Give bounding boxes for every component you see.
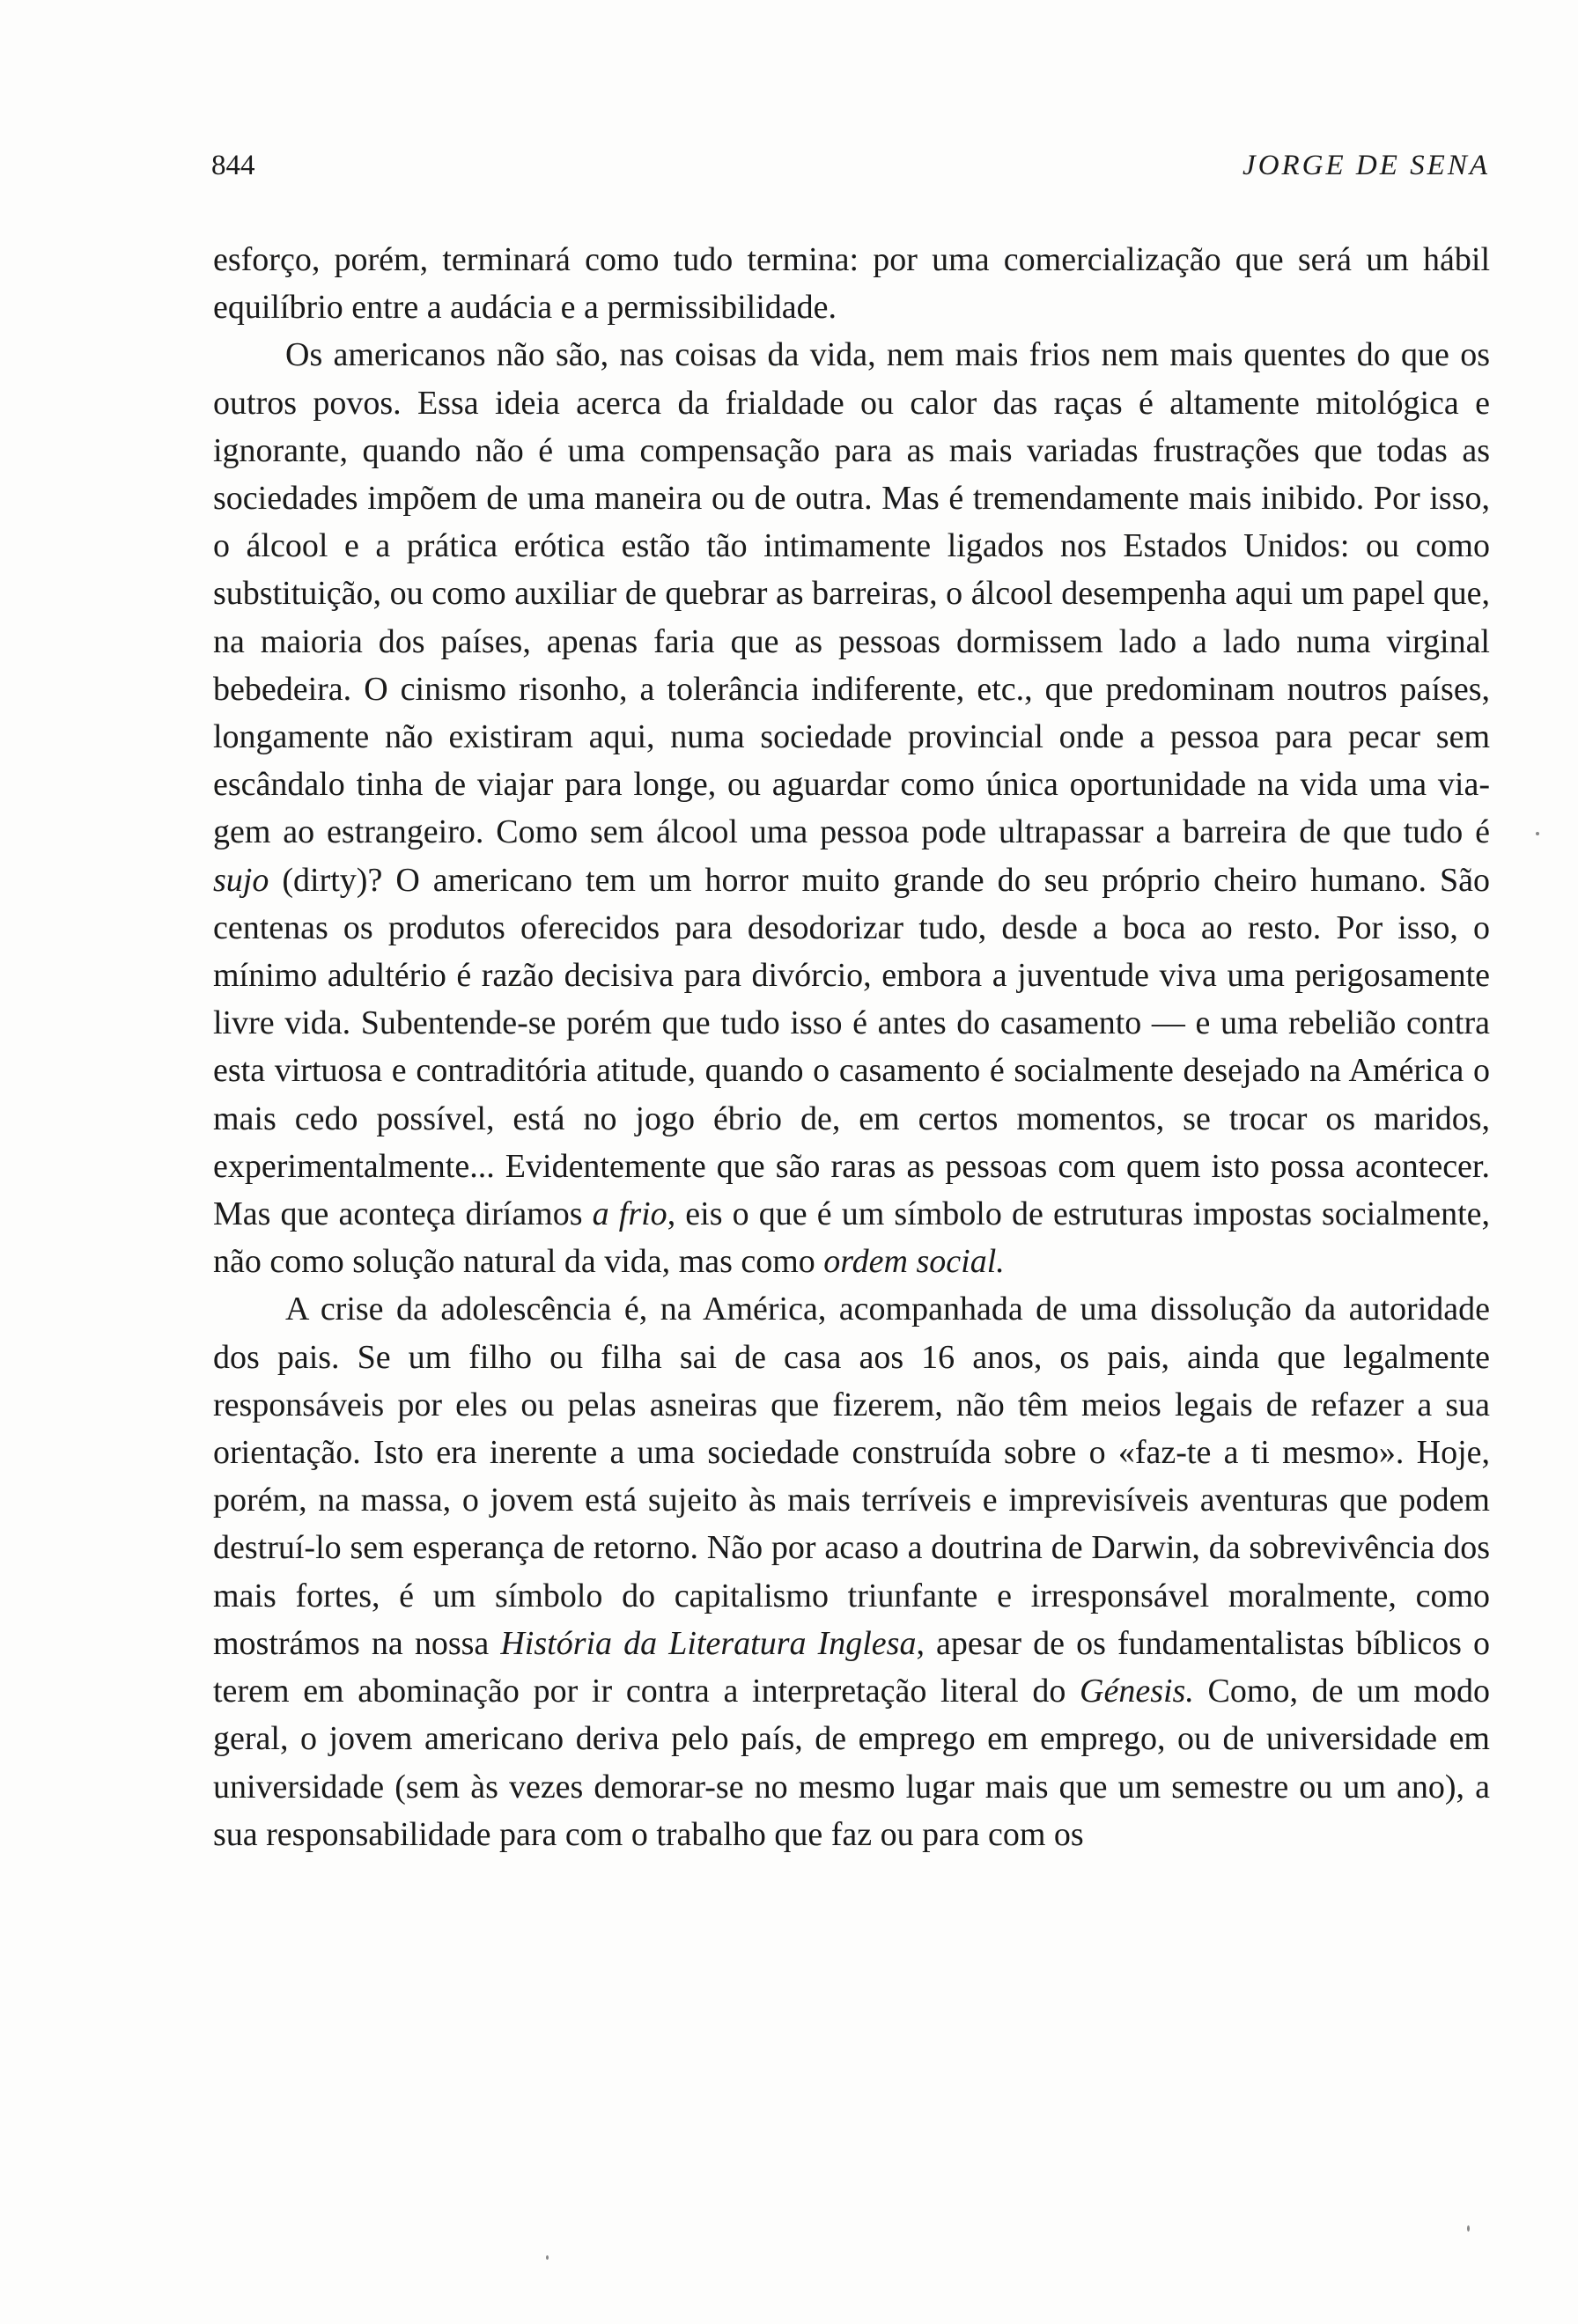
text-run: Como, de um modo geral, o jovem americano deriva pelo país, de emprego em emprego, ou de universidade em universidade (sem às vezes demorar-se no mesmo lugar mais que um semestre ou um ano), a sua responsabilidade para com o trabalho que faz ou para com os [213,1673,1490,1853]
scan-speck [1467,2225,1470,2232]
text-run: , eis o que é um símbolo de estruturas impostas socialmente, não como solução natural da vida, mas como [213,1195,1491,1281]
paragraph [213,1285,1490,1857]
running-head-author: JORGE DE SENA [1242,150,1490,181]
body-text [213,236,1490,1858]
text-run: Os americanos não são, nas coisas da vida, nem mais frios nem mais quentes do que os outros povos. Essa ideia acerca da frialdade ou calor das raças é altamente mitológica e ignorante, quando não é uma compensação para as mais variadas frustrações que todas as sociedades impõem de uma maneira ou de outra. Mas é tremendamente mais inibido. Por isso, o álcool e a prática erótica estão tão intimamente ligados nos Estados Unidos: ou como substituição, ou como auxiliar de quebrar as barreiras, o álcool desempenha aqui um papel que, na maioria dos países, apenas faria que as pessoas dormissem lado a lado numa virginal bebedeira. O cinismo risonho, a tolerância indiferente, etc., que predominam noutros países, longamente não existiram aqui, numa sociedade provincial onde a pessoa para pecar sem escândalo tinha de viajar para longe, ou aguardar como única oportunidade na vida uma viagem ao estrangeiro. Como sem álcool uma pessoa pode ultrapassar a barreira de que tudo é [213,336,1490,851]
text-run: , apesar de os fundamentalistas bíblicos o terem em abominação por ir contra a interpretação literal do [213,1624,1491,1710]
page-number: 844 [211,150,255,181]
paragraph [213,331,1490,1285]
text-run: (dirty)? O americano tem um horror muito grande do seu próprio cheiro humano. São centenas os produtos oferecidos para desodorizar tudo, desde a boca ao resto. Por isso, o mínimo adultério é razão decisiva para divórcio, embora a juventude viva uma perigosamente livre vida. Subentende-se porém que tudo isso é antes do casamento — e uma rebelião contra esta virtuosa e contraditória atitude, quando o casamento é socialmente desejado na América o mais cedo possível, está no jogo ébrio de, em certos momentos, se trocar os maridos, experimentalmente... Evidentemente que são raras as pessoas com quem isto possa acontecer. Mas que aconteça diríamos [213,861,1490,1233]
italic-text: História da Literatura Inglesa [500,1624,917,1662]
running-head [211,150,1490,194]
scan-speck [1536,832,1539,835]
italic-text: ordem social. [823,1243,1005,1281]
italic-text: sujo [213,861,269,899]
paragraph [213,236,1490,331]
text-run: esforço, porém, terminará como tudo termina: por uma comercialização que será um hábil equilíbrio entre a audácia e a permissibilidade. [213,241,1490,327]
text-run: A crise da adolescência é, na América, acompanhada de uma dissolução da autoridade dos pais. Se um filho ou filha sai de casa aos 16 anos, os pais, ainda que legalmente responsáveis por eles ou pelas asneiras que fizerem, não têm meios legais de refazer a sua orientação. Isto era inerente a uma sociedade construída sobre o «faz-te a ti mesmo». Hoje, porém, na massa, o jovem está sujeito às mais terríveis e imprevisíveis aventuras que podem destruí-lo sem esperança de retorno. Não por acaso a doutrina de Darwin, da sobrevivência dos mais fortes, é um símbolo do capitalismo triunfante e irresponsável moralmente, como mostrámos na nossa [213,1291,1490,1662]
italic-text: a frio [592,1195,667,1233]
scan-speck [546,2255,549,2260]
italic-text: Génesis. [1080,1673,1194,1710]
